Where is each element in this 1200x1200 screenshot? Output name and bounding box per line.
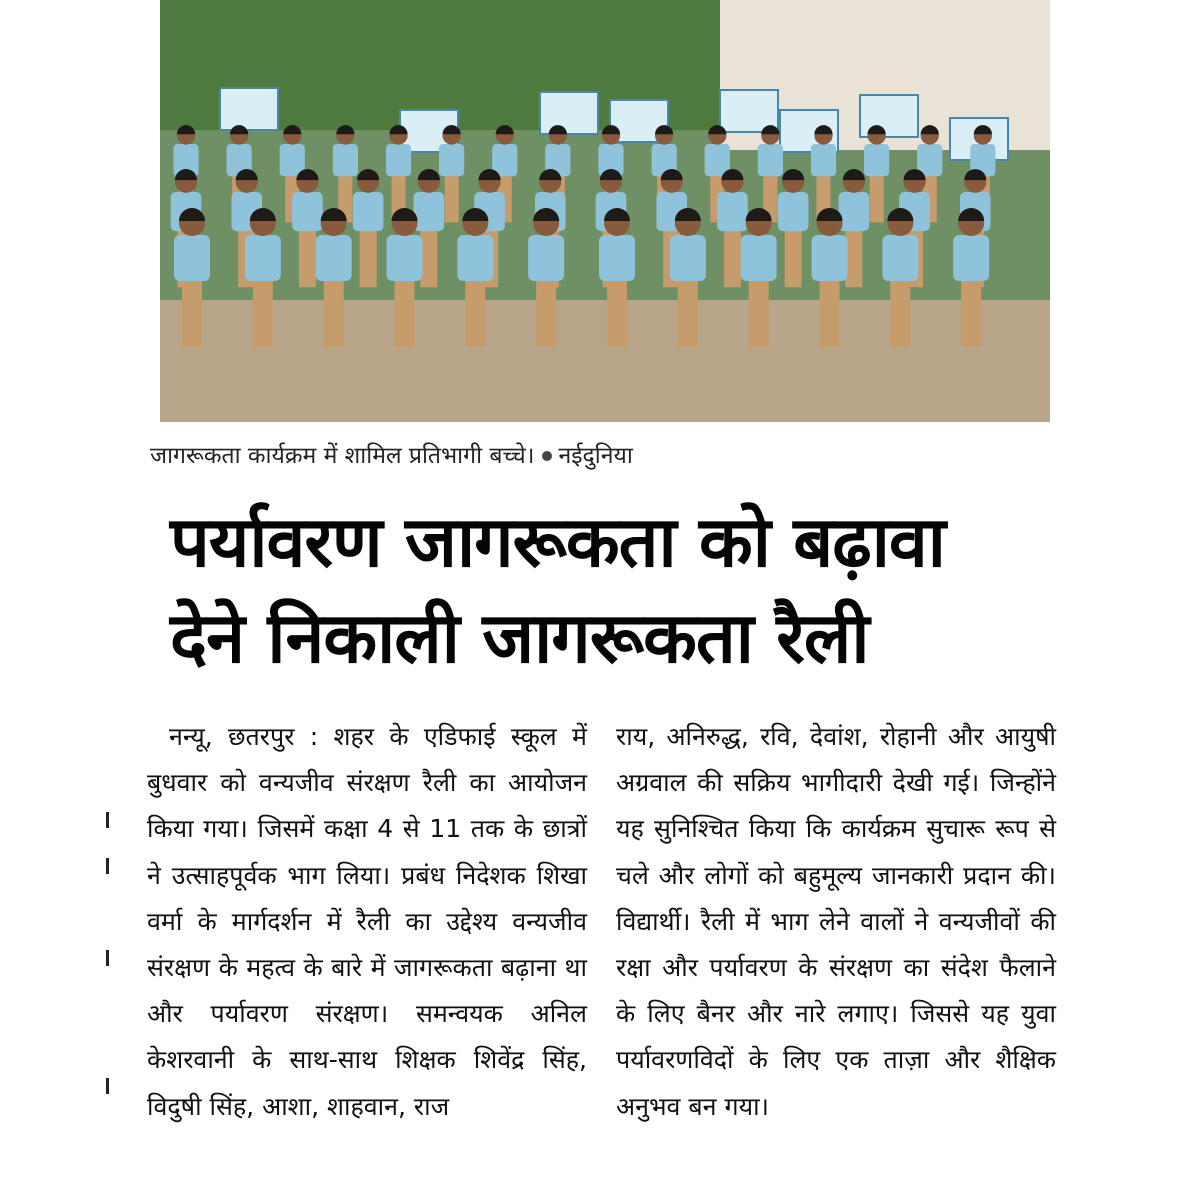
student-shirt (528, 235, 564, 281)
student-shirt (599, 235, 635, 281)
caption-text: जागरूकता कार्यक्रम में शामिल प्रतिभागी बच्चे। (150, 443, 535, 469)
student-shirt (292, 192, 323, 231)
student-shirt (812, 235, 848, 281)
caption-credit: नईदुनिया (558, 443, 633, 469)
student-skirt (420, 228, 437, 288)
article-column-right: राय, अनिरुद्ध, रवि, देवांश, रोहानी और आयुषी अग्रवाल की सक्रिय भागीदारी देखी गई। जिन्होंने यह सुनिश्चित किया कि कार्यक्रम सुचारू रूप से चले और लोगों को बहुमूल्य जानकारी प्रदान की। विद्यार्थी। रैली में भाग लेने वालों ने वन्यजीवों की रक्षा और पर्यावरण के संरक्षण का संदेश फैलाने के लिए बैनर और नारे लगाए। जिससे यह युवा पर्यावरणविदों के लिए एक ताज़ा और शैक्षिक अनुभव बन गया। (616, 722, 1056, 1121)
student-skirt (253, 277, 273, 347)
margin-mark (106, 858, 109, 874)
poster (540, 92, 598, 134)
student-shirt (864, 144, 889, 176)
student-shirt (758, 144, 783, 176)
student-shirt (882, 235, 918, 281)
student-shirt (670, 235, 706, 281)
margin-mark (106, 950, 109, 966)
student-shirt (174, 235, 210, 281)
margin-mark (106, 1078, 109, 1094)
student-shirt (439, 144, 464, 176)
headline (170, 494, 1070, 686)
rally-photo (160, 0, 1050, 422)
rally-photo-illustration (160, 0, 1050, 422)
student-skirt (465, 277, 485, 347)
student-skirt (890, 277, 910, 347)
headline-line-1: पर्यावरण जागरूकता को बढ़ावा (170, 501, 945, 583)
student-shirt (953, 235, 989, 281)
student-hair (843, 169, 865, 180)
bullet-icon (542, 451, 552, 461)
photo-caption (150, 440, 1050, 472)
student-shirt (333, 144, 358, 176)
student-skirt (360, 228, 377, 288)
student-skirt (607, 277, 627, 347)
student-shirt (353, 192, 384, 231)
student-skirt (536, 277, 556, 347)
student-shirt (245, 235, 281, 281)
student-shirt (387, 235, 423, 281)
margin-mark (106, 812, 109, 828)
student-shirt (414, 192, 445, 231)
student-skirt (870, 173, 884, 222)
student-skirt (299, 228, 316, 288)
student-skirt (678, 277, 698, 347)
student-shirt (778, 192, 809, 231)
student-shirt (741, 235, 777, 281)
student-shirt (717, 192, 748, 231)
student-skirt (961, 277, 981, 347)
student-skirt (395, 277, 415, 347)
student-skirt (324, 277, 344, 347)
student-hair (782, 169, 804, 180)
student-hair (357, 169, 379, 180)
poster (220, 88, 278, 130)
student-skirt (785, 228, 802, 288)
student-skirt (182, 277, 202, 347)
headline-line-2: देने निकाली जागरूकता रैली (170, 597, 869, 679)
student-skirt (724, 228, 741, 288)
student-shirt (839, 192, 870, 231)
student-skirt (445, 173, 459, 222)
student-hair (418, 169, 440, 180)
student-shirt (457, 235, 493, 281)
student-skirt (820, 277, 840, 347)
student-skirt (845, 228, 862, 288)
article-column-left: नन्यू, छतरपुर : शहर के एडिफाई स्कूल में बुधवार को वन्यजीव संरक्षण रैली का आयोजन किया गया। जिसमें कक्षा 4 से 11 तक के छात्रों ने उत्साहपूर्वक भाग लिया। प्रबंध निदेशक शिखा वर्मा के मार्गदर्शन में रैली का उद्देश्य वन्यजीव संरक्षण के महत्व के बारे में जागरूकता बढ़ाना था और पर्यावरण संरक्षण। समन्वयक अनिल केशरवानी के साथ-साथ शिक्षक शिवेंद्र सिंह, विदुषी सिंह, आशा, शाहवान, राज (147, 722, 587, 1121)
student-skirt (749, 277, 769, 347)
student-shirt (316, 235, 352, 281)
student-shirt (811, 144, 836, 176)
student-shirt (386, 144, 411, 176)
